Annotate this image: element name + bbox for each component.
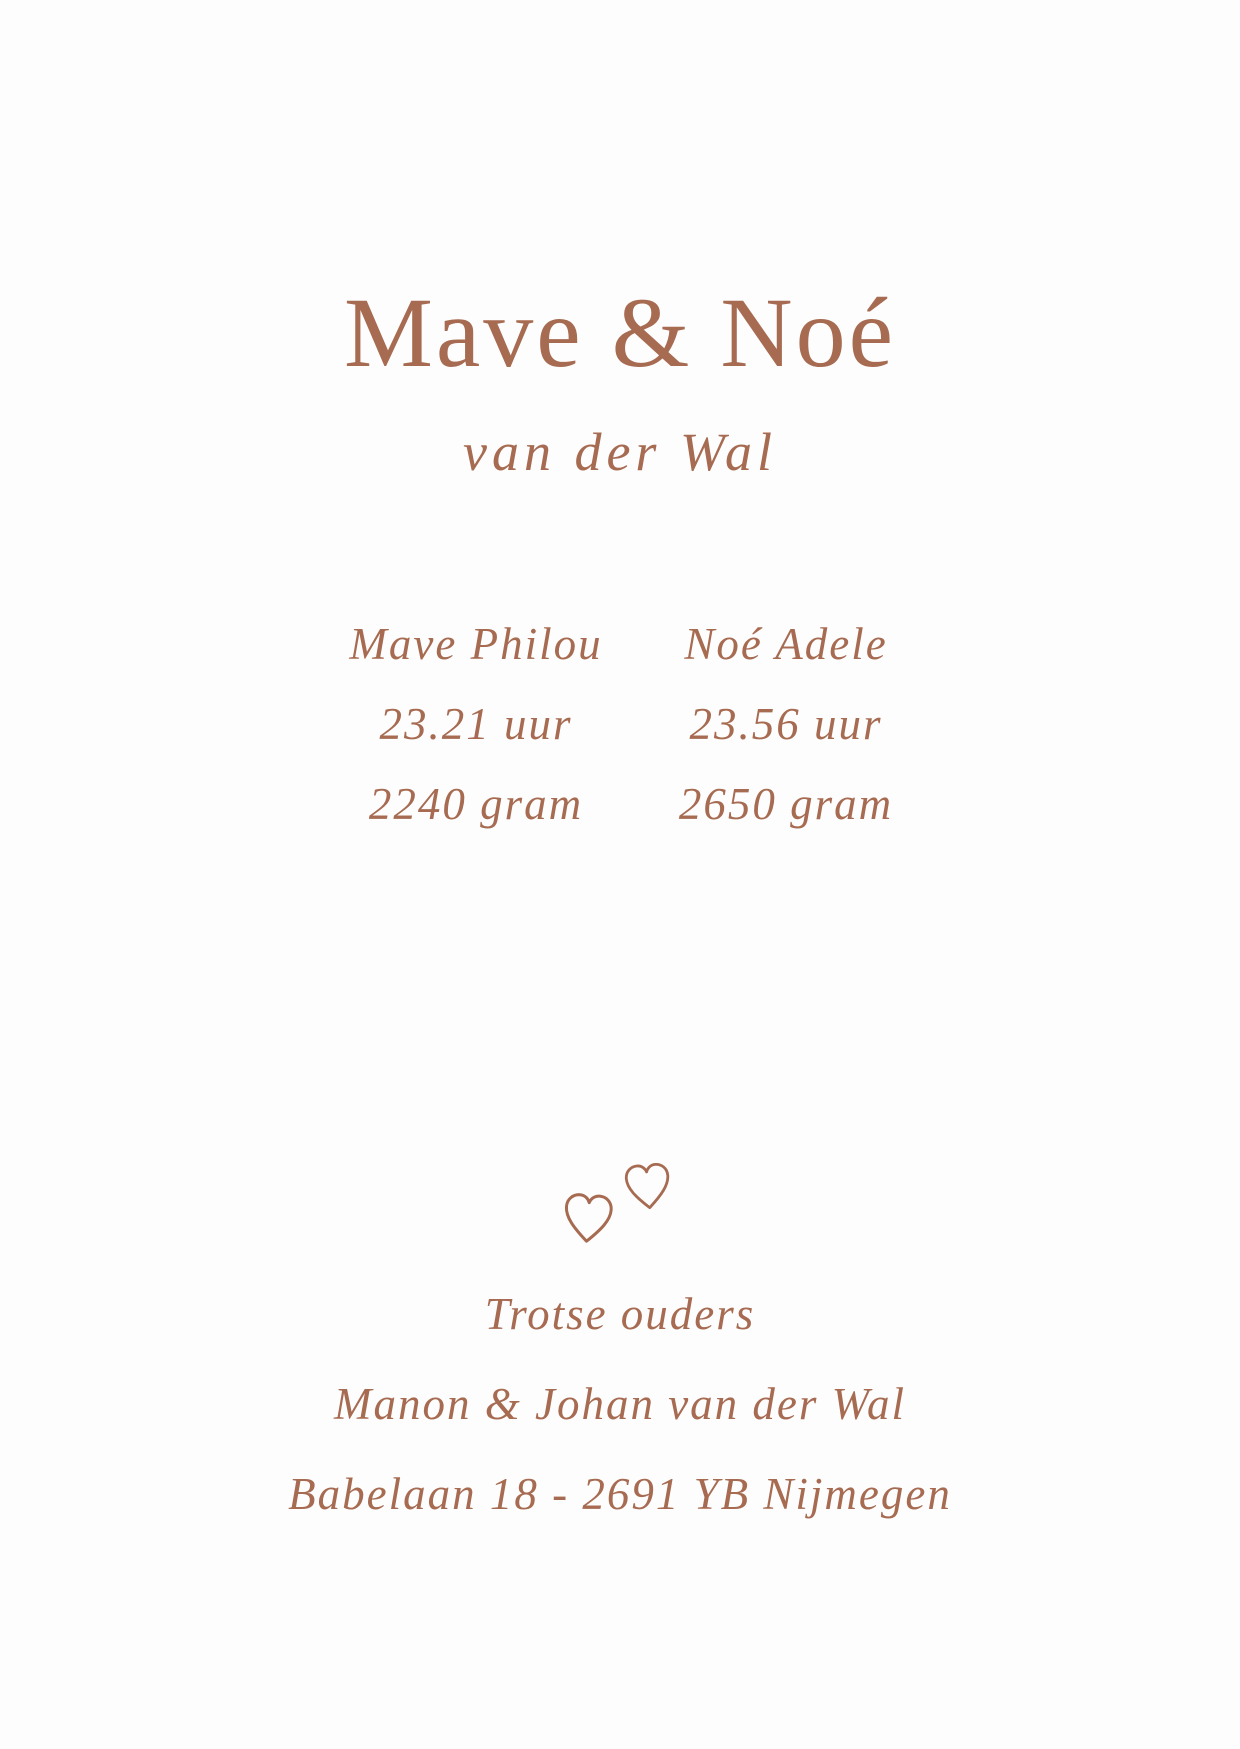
baby-birth-time: 23.21 uur <box>379 699 573 749</box>
baby-birth-time: 23.56 uur <box>689 699 883 749</box>
parents-info <box>0 1291 1240 1517</box>
baby-birth-weight: 2240 gram <box>368 779 584 829</box>
heart-icon <box>558 1190 618 1250</box>
baby-name: Noé Adele <box>684 619 888 669</box>
baby-column-noe <box>576 619 996 829</box>
card-subtitle-family-name: van der Wal <box>463 422 777 482</box>
proud-parents-label: Trotse ouders <box>484 1289 756 1339</box>
card-title: Mave & Noé <box>343 277 897 388</box>
heart-icon <box>620 1160 676 1216</box>
parents-names: Manon & Johan van der Wal <box>333 1379 907 1429</box>
home-address: Babelaan 18 - 2691 YB Nijmegen <box>288 1469 952 1519</box>
hearts-decoration <box>558 1160 688 1260</box>
baby-birth-weight: 2650 gram <box>678 779 894 829</box>
baby-name: Mave Philou <box>349 619 603 669</box>
